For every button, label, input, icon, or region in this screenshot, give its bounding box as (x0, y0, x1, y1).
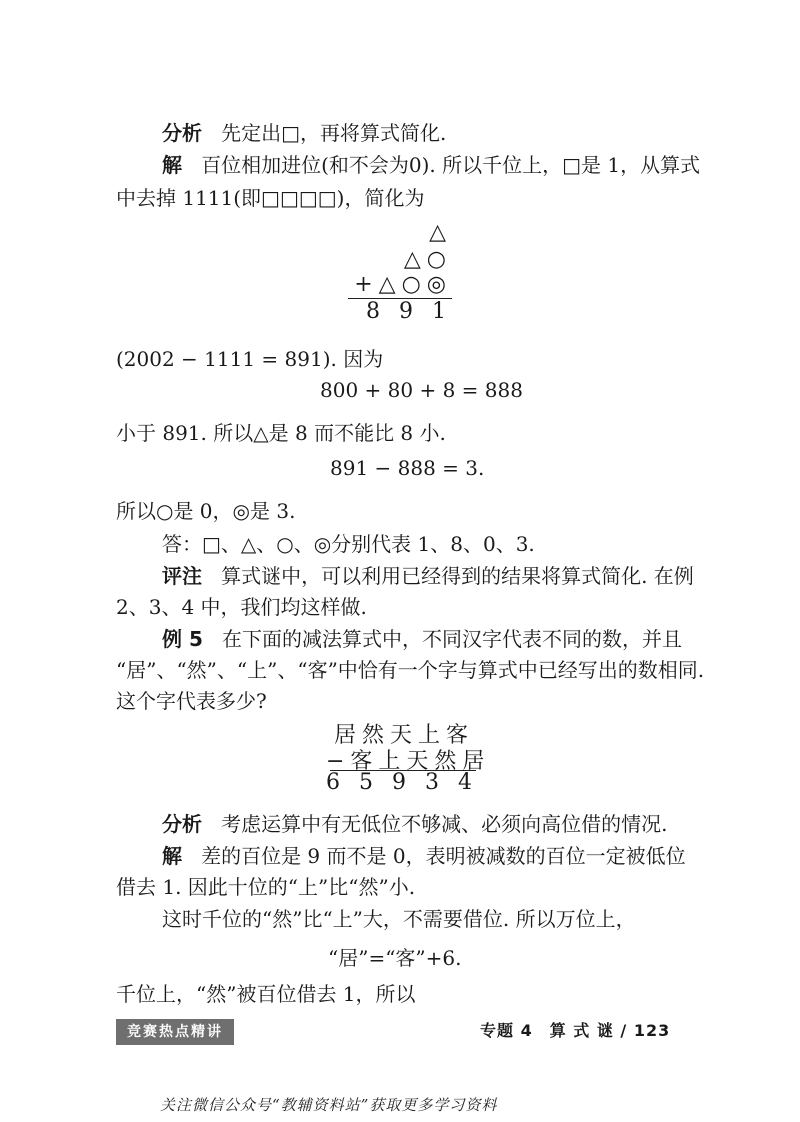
footer-chapter-page: 专题 4 算 式 谜 / 123 (480, 1021, 671, 1040)
equation-888: 800 + 80 + 8 = 888 (320, 378, 523, 402)
solution-text: 百位相加进位(和不会为0). 所以千位上，□是 1，从算式 (201, 153, 701, 177)
analysis-paragraph-1 (162, 118, 446, 148)
circle-paragraph: 所以○是 0，◎是 3. (116, 499, 296, 523)
example-line-2: “居”、“然”、“上”、“客”中恰有一个字与算式中已经写出的数相同. (116, 658, 705, 682)
comment-line-2: 2、3、4 中，我们均这样做. (116, 595, 367, 619)
solution-2-line-4: 千位上，“然”被百位借去 1，所以 (116, 982, 416, 1006)
watermark-text: 关注微信公众号“教辅资料站”获取更多学习资料 (160, 1096, 498, 1114)
comment-text: 算式谜中，可以利用已经得到的结果将算式简化. 在例 (221, 564, 694, 588)
solution-text-2: 差的百位是 9 而不是 0，表明被减数的百位一定被低位 (201, 844, 686, 868)
addition-row-1: △ (429, 220, 452, 245)
solution-paragraph-2 (162, 841, 686, 871)
analysis-text: 先定出□，再将算式简化. (221, 121, 447, 145)
answer-paragraph: 答：□、△、○、◎分别代表 1、8、0、3. (162, 532, 535, 556)
solution-label-2: 解 (162, 844, 182, 868)
comment-label: 评注 (162, 564, 202, 588)
subtraction-row-1: 居然天上客 (333, 723, 474, 748)
example-text: 在下面的减法算式中，不同汉字代表不同的数，并且 (221, 627, 682, 651)
analysis-label: 分析 (162, 121, 202, 145)
equation-3: 891 − 888 = 3. (330, 456, 485, 480)
subtraction-row-2: −客上天然居 (326, 749, 491, 774)
solution-label: 解 (162, 153, 182, 177)
solution-paragraph-1 (162, 150, 700, 180)
subtraction-note: (2002 − 1111 = 891). 因为 (116, 347, 384, 371)
footer-series-badge: 竞赛热点精讲 (116, 1019, 234, 1045)
analysis-paragraph-2 (162, 809, 667, 839)
analysis-text-2: 考虑运算中有无低位不够减、必须向高位借的情况. (221, 812, 668, 836)
addition-row-3: +△○◎ (354, 272, 452, 297)
solution-line-2: 中去掉 1111(即□□□□)，简化为 (116, 186, 425, 210)
subtraction-result: 6 5 9 3 4 (326, 770, 478, 795)
triangle-paragraph: 小于 891. 所以△是 8 而不能比 8 小. (116, 421, 446, 445)
equation-ju-ke: “居”=“客”+6. (328, 946, 462, 970)
solution-2-line-2: 借去 1. 因此十位的“上”比“然”小. (116, 875, 416, 899)
comment-paragraph (162, 561, 694, 591)
example-label: 例 5 (162, 627, 203, 651)
analysis-label-2: 分析 (162, 812, 202, 836)
addition-result: 8 9 1 (366, 299, 452, 324)
addition-row-2: △○ (403, 247, 452, 272)
example-line-3: 这个字代表多少? (116, 689, 267, 713)
example-5-paragraph (162, 624, 682, 654)
solution-2-line-3: 这时千位的“然”比“上”大，不需要借位. 所以万位上， (162, 907, 636, 931)
